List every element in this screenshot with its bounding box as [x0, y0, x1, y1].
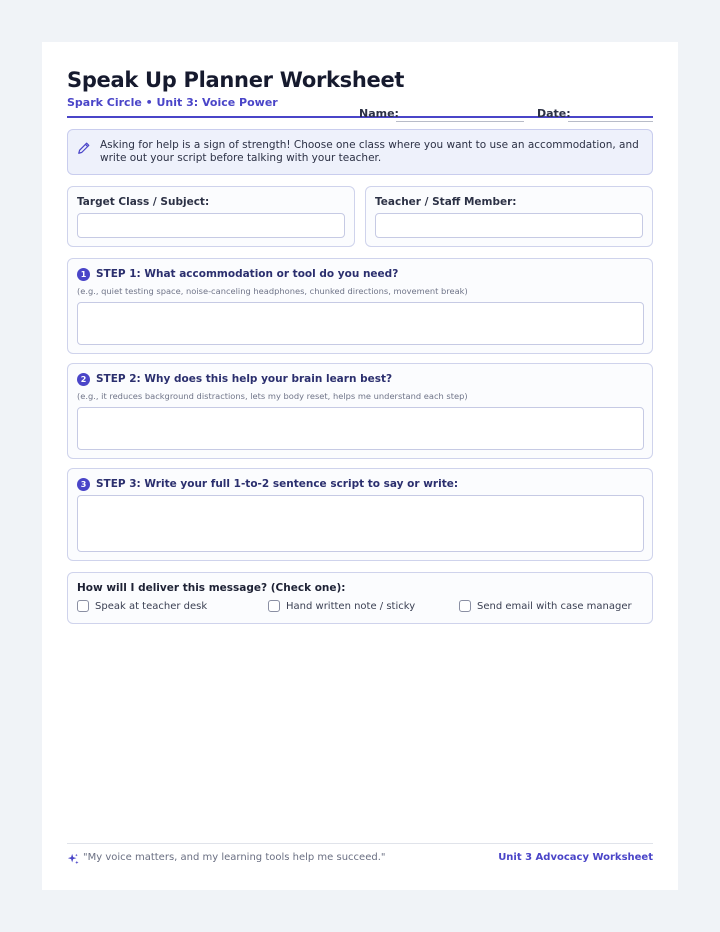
note-checkbox[interactable] — [268, 600, 280, 612]
footer-unit-tag: Unit 3 Advocacy Worksheet — [498, 852, 653, 863]
step-3-script-input[interactable] — [77, 495, 644, 552]
sparkle-icon — [67, 853, 79, 865]
delivery-box — [67, 572, 653, 624]
step-3-heading — [77, 477, 458, 491]
step-3-box — [67, 468, 653, 561]
pencil-icon — [77, 141, 91, 155]
step-1-hint: (e.g., quiet testing space, noise-canceling headphones, chunked directions, movement break) — [77, 286, 468, 296]
worksheet-footer — [67, 843, 653, 871]
footer-quote: "My voice matters, and my learning tools help me succeed." — [83, 852, 386, 863]
teacher-box — [365, 186, 653, 247]
name-label: Name: — [359, 107, 399, 120]
delivery-question: How will I deliver this message? (Check one): — [77, 582, 346, 594]
step-1-answer-input[interactable] — [77, 302, 644, 345]
date-label: Date: — [537, 107, 571, 120]
step-3-number-badge: 3 — [77, 478, 90, 491]
step-2-hint: (e.g., it reduces background distractions, lets my body reset, helps me understand each step) — [77, 391, 468, 401]
step-1-title: STEP 1: What accommodation or tool do you need? — [96, 268, 399, 280]
step-2-box — [67, 363, 653, 459]
page-title: Speak Up Planner Worksheet — [67, 68, 405, 92]
step-2-number-badge: 2 — [77, 373, 90, 386]
instructions-text: Asking for help is a sign of strength! Choose one class where you want to use an accommodation, and write out your script before talking with your teacher. — [100, 139, 639, 164]
step-2-answer-input[interactable] — [77, 407, 644, 450]
teacher-input[interactable] — [375, 213, 643, 238]
target-class-box — [67, 186, 355, 247]
delivery-option-note[interactable] — [268, 600, 415, 612]
speak-option-label: Speak at teacher desk — [95, 600, 208, 612]
step-1-number-badge: 1 — [77, 268, 90, 281]
worksheet-page — [42, 42, 678, 890]
teacher-label: Teacher / Staff Member: — [375, 196, 517, 208]
speak-checkbox[interactable] — [77, 600, 89, 612]
target-class-label: Target Class / Subject: — [77, 196, 210, 208]
step-3-title: STEP 3: Write your full 1-to-2 sentence script to say or write: — [96, 478, 459, 490]
delivery-option-speak[interactable] — [77, 600, 207, 612]
delivery-option-email[interactable] — [459, 600, 632, 612]
page-subtitle: Spark Circle • Unit 3: Voice Power — [67, 96, 278, 109]
email-checkbox[interactable] — [459, 600, 471, 612]
name-field[interactable] — [396, 121, 524, 122]
step-2-title: STEP 2: Why does this help your brain learn best? — [96, 373, 393, 385]
instructions-callout — [67, 129, 653, 175]
target-class-input[interactable] — [77, 213, 345, 238]
step-2-heading — [77, 372, 392, 386]
step-1-box — [67, 258, 653, 354]
date-field[interactable] — [568, 121, 653, 122]
worksheet-header — [67, 68, 653, 118]
note-option-label: Hand written note / sticky — [286, 600, 416, 612]
email-option-label: Send email with case manager — [477, 600, 632, 612]
step-1-heading — [77, 267, 398, 281]
